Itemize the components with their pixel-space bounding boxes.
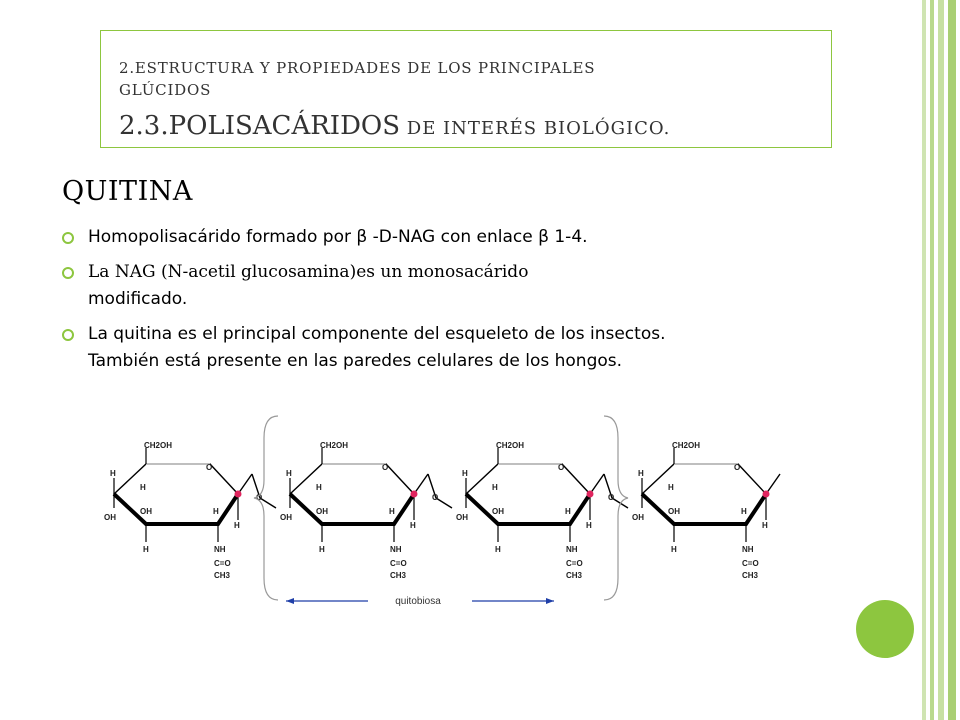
h-label: H [110, 469, 116, 478]
anomeric-carbon-dot [763, 491, 770, 498]
bullet-item [62, 259, 852, 313]
nh-label: NH [742, 545, 754, 554]
h-label: H [143, 545, 149, 554]
oh-label: OH [316, 507, 328, 516]
c-o-label: C=O [390, 559, 407, 568]
bullet-list [62, 224, 852, 383]
c-o-label: C=O [214, 559, 231, 568]
h-label: H [286, 469, 292, 478]
c-o-label: C=O [566, 559, 583, 568]
c-o-label: C=O [742, 559, 759, 568]
glycosidic-oxygen-label: O [256, 493, 263, 502]
title-main: 2.3.POLISACÁRIDOS [119, 111, 401, 141]
h-label: H [410, 521, 416, 530]
right-brace [604, 416, 628, 600]
bullet-icon [62, 232, 74, 244]
bullet-icon [62, 329, 74, 341]
h-label: H [389, 507, 395, 516]
section-heading: QUITINA [62, 176, 193, 207]
ch3-label: CH3 [566, 571, 583, 580]
h-label: H [762, 521, 768, 530]
ring-oxygen-label: O [734, 463, 741, 472]
ring-oxygen-label: O [382, 463, 389, 472]
title-suffix: DE INTERÉS BIOLÓGICO. [400, 118, 671, 139]
oh-label: OH [632, 513, 644, 522]
nag-ring-unit [632, 441, 780, 580]
ch3-label: CH3 [214, 571, 231, 580]
ch2oh-label: CH2OH [672, 441, 701, 450]
oh-label: OH [104, 513, 116, 522]
h-label: H [462, 469, 468, 478]
bullet-text: Homopolisacárido formado por β -D-NAG con enlace β 1-4. [88, 227, 588, 247]
anomeric-carbon-dot [587, 491, 594, 498]
h-label: H [638, 469, 644, 478]
ch3-label: CH3 [390, 571, 407, 580]
h-label: H [316, 483, 322, 492]
h-label: H [668, 483, 674, 492]
oh-label: OH [668, 507, 680, 516]
nh-label: NH [214, 545, 226, 554]
h-label: H [586, 521, 592, 530]
title-line2: GLÚCIDOS [119, 81, 212, 99]
bullet-item [62, 321, 852, 375]
bullet-text-continued: modificado. [88, 289, 188, 309]
h-label: H [495, 545, 501, 554]
ch2oh-label: CH2OH [144, 441, 173, 450]
h-label: H [565, 507, 571, 516]
decorative-green-circle [856, 600, 914, 658]
h-label: H [140, 483, 146, 492]
h-label: H [319, 545, 325, 554]
oh-label: OH [492, 507, 504, 516]
ch2oh-label: CH2OH [496, 441, 525, 450]
decorative-side-stripes [918, 0, 960, 720]
glycosidic-oxygen-label: O [432, 493, 439, 502]
ring-oxygen-label: O [558, 463, 565, 472]
ch2oh-label: CH2OH [320, 441, 349, 450]
h-label: H [234, 521, 240, 530]
anomeric-carbon-dot [411, 491, 418, 498]
bullet-icon [62, 267, 74, 279]
h-label: H [213, 507, 219, 516]
chitin-structure-diagram [100, 408, 790, 610]
oh-label: OH [456, 513, 468, 522]
ring-oxygen-label: O [206, 463, 213, 472]
nag-ring-unit [456, 441, 628, 580]
h-label: H [741, 507, 747, 516]
page-title [119, 111, 670, 141]
h-label: H [671, 545, 677, 554]
anomeric-carbon-dot [235, 491, 242, 498]
title-line1: 2.ESTRUCTURA Y PROPIEDADES DE LOS PRINCIPALES [119, 59, 596, 77]
bracket-label: quitobiosa [395, 596, 441, 607]
ch3-label: CH3 [742, 571, 759, 580]
bullet-text: La NAG (N-acetil glucosamina)es un monosacárido [88, 262, 529, 282]
nag-ring-unit [280, 441, 452, 580]
title-box [100, 30, 832, 148]
nh-label: NH [566, 545, 578, 554]
bullet-text: La quitina es el principal componente del esqueleto de los insectos. [88, 324, 666, 344]
bullet-text-continued: También está presente en las paredes celulares de los hongos. [88, 351, 623, 371]
oh-label: OH [140, 507, 152, 516]
bullet-item [62, 224, 852, 251]
oh-label: OH [280, 513, 292, 522]
left-brace [254, 416, 278, 600]
nh-label: NH [390, 545, 402, 554]
glycosidic-oxygen-label: O [608, 493, 615, 502]
h-label: H [492, 483, 498, 492]
nag-ring-unit [104, 441, 276, 580]
